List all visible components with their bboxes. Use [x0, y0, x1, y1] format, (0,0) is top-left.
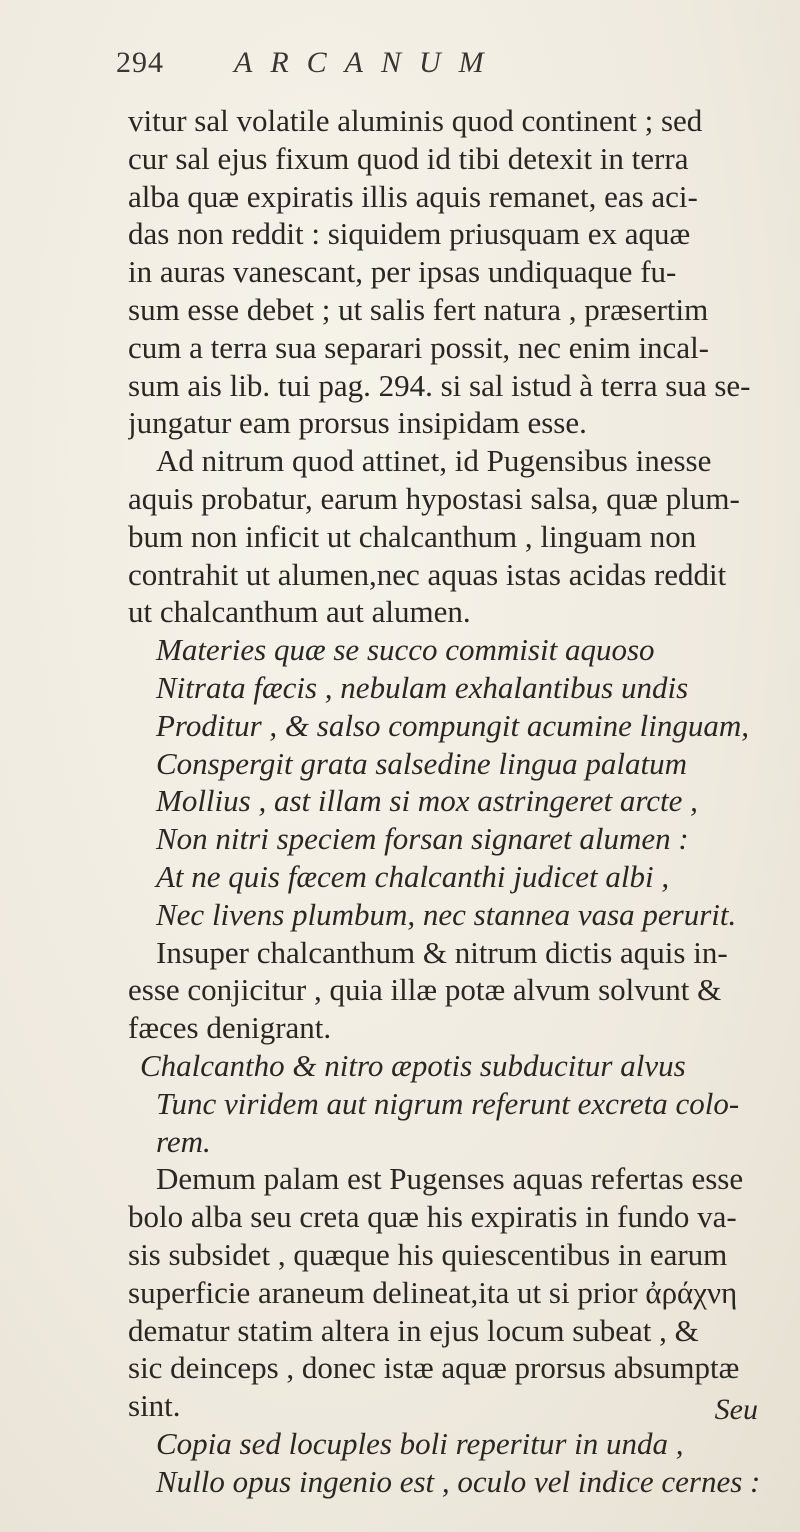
- text-line: dematur statim altera in ejus locum subeat , &: [128, 1312, 699, 1348]
- text-line: sic deinceps , donec istæ aquæ prorsus absumptæ: [128, 1350, 740, 1386]
- body-text: [128, 102, 788, 1500]
- catchword: Seu: [714, 1393, 758, 1426]
- text-line: bum non inficit ut chalcanthum , linguam non: [128, 518, 697, 554]
- paragraph-start: Ad nitrum quod attinet, id Pugensibus inesse: [156, 443, 712, 479]
- text-line: alba quæ expiratis illis aquis remanet, eas aci-: [128, 178, 698, 214]
- text-line: in auras vanescant, per ipsas undiquaque fu-: [128, 254, 677, 290]
- running-title: ARCANUM: [234, 46, 502, 79]
- verse-line: Tunc viridem aut nigrum referunt excreta colo-: [156, 1085, 740, 1121]
- verse-line: Mollius , ast illam si mox astringeret arcte ,: [156, 783, 698, 819]
- text-line: sum ais lib. tui pag. 294. si sal istud à terra sua se-: [128, 367, 751, 403]
- text-line: das non reddit : siquidem priusquam ex aquæ: [128, 216, 691, 252]
- text-line: sum esse debet ; ut salis fert natura , præsertim: [128, 291, 709, 327]
- verse-line: Copia sed locuples boli reperitur in unda ,: [156, 1425, 684, 1461]
- text-line: superficie araneum delineat,ita ut si prior ἀράχνη: [128, 1274, 738, 1310]
- text-line: fæces denigrant.: [128, 1010, 332, 1046]
- text-line: esse conjicitur , quia illæ potæ alvum solvunt &: [128, 972, 722, 1008]
- verse-line: Non nitri speciem forsan signaret alumen :: [156, 821, 689, 857]
- paragraph-start: Demum palam est Pugenses aquas refertas esse: [156, 1161, 744, 1197]
- verse-line: At ne quis fæcem chalcanthi judicet albi ,: [156, 858, 670, 894]
- verse-line: Chalcantho & nitro æpotis subducitur alvus: [140, 1047, 686, 1083]
- verse-line: Nec livens plumbum, nec stannea vasa perurit.: [156, 896, 737, 932]
- page-number: 294: [116, 46, 164, 79]
- verse-line: Nitrata fæcis , nebulam exhalantibus undis: [156, 669, 689, 705]
- verse-line: Nullo opus ingenio est , oculo vel indice cernes :: [156, 1463, 761, 1499]
- text-line: cur sal ejus fixum quod id tibi detexit in terra: [128, 140, 689, 176]
- text-line: bolo alba seu creta quæ his expiratis in fundo va-: [128, 1199, 737, 1235]
- text-line: sis subsidet , quæque his quiescentibus in earum: [128, 1236, 728, 1272]
- text-line: cum a terra sua separari possit, nec enim incal-: [128, 329, 710, 365]
- verse-line: Materies quæ se succo commisit aquoso: [156, 632, 655, 668]
- paragraph-start: Insuper chalcanthum & nitrum dictis aquis in-: [156, 934, 728, 970]
- text-line: sint.: [128, 1388, 181, 1424]
- text-line: jungatur eam prorsus insipidam esse.: [128, 405, 587, 441]
- verse-line: Proditur , & salso compungit acumine linguam,: [156, 707, 749, 743]
- text-line: vitur sal volatile aluminis quod continent ; sed: [128, 103, 703, 138]
- text-line: contrahit ut alumen,nec aquas istas acidas reddit: [128, 556, 727, 592]
- verse-line: Conspergit grata salsedine lingua palatum: [156, 745, 688, 781]
- text-line: aquis probatur, earum hypostasi salsa, quæ plum-: [128, 480, 740, 516]
- page-header: [116, 46, 766, 86]
- verse-line: rem.: [156, 1123, 211, 1159]
- text-line: ut chalcanthum aut alumen.: [128, 594, 471, 630]
